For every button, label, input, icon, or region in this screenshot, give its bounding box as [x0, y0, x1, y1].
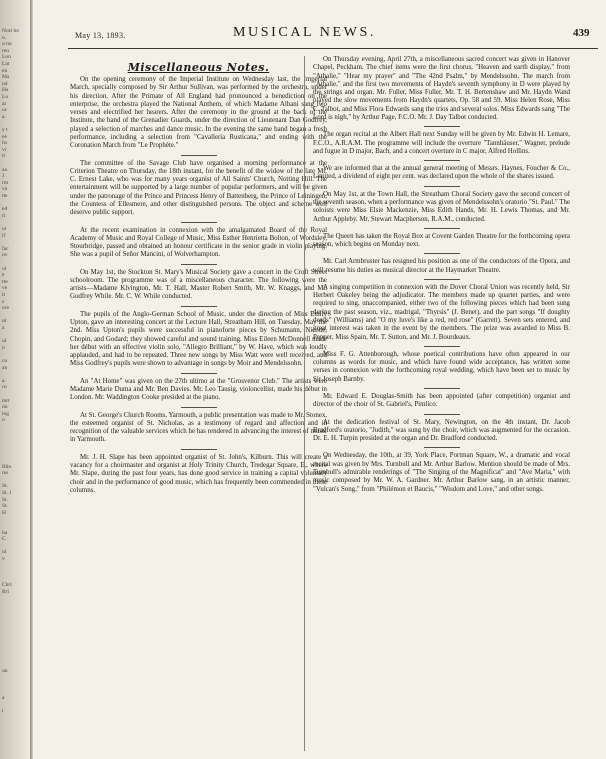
gutter-text-fragment: J — [2, 173, 5, 180]
gutter-text-fragment: y t — [2, 127, 8, 133]
gutter-text-fragment: co — [2, 358, 8, 364]
news-item: Mr. J. H. Slape has been appointed organist of St. John's, Kilburn. This will create a vacancy for a choirmaster and organist at Holy Trinity Church, Tredegar Square, E., where Mr. Slape, during the past four years, has done good service in training a capital voluntary choir and in the performance of good music, which has frequently been commended in these columns. — [70, 453, 327, 494]
news-item: The organ recital at the Albert Hall next Sunday will be given by Mr. Edwin H. Lemare, F.C.O., A.R.A.M. The programme will include the overture "Tannhäuser," Wagner, prelude and fugue in D major, Bach, and a concert overture in C major, Alfred Hollins. — [313, 131, 570, 155]
news-item: On Thursday evening, April 27th, a miscellaneous sacred concert was given in Hanover Chapel, Peckham. The chief items were the first chorus, "Heaven and earth display," from "Athalie," "Hear my prayer" and "The 42nd Psalm," by Mendelssohn. The march from "Athalie," and the first two movements of Haydn's seventh symphony in D were played by the strings and organ. Mr. Fuller, Miss Fuller, Mr. T. H. Bertenshaw and Mr. Haydn Wand played the slow movements from Haydn's quartets, Op. 58 and 59. Miss Helen Rose, Miss C. Talbot, and Miss Flora Edwards sang the trios and several solos. Miss Edwards sang "The Lord is nigh," by Arthur Page, F.C.O. Mr. J. Day Talbot conducted. — [313, 56, 570, 121]
gutter-text-fragment: ee — [2, 133, 7, 140]
gutter-text-fragment: ha — [2, 529, 8, 536]
gutter-text-fragment: ing — [2, 410, 10, 417]
news-item: The Queen has taken the Royal Box at Covent Garden Theatre for the forthcoming opera season, which begins on Monday next. — [313, 232, 570, 249]
binding-crease — [30, 0, 33, 759]
gutter-text-fragment: it — [2, 292, 6, 298]
gutter-text-fragment: C — [2, 536, 6, 543]
news-item: At St. George's Church Rooms, Yarmouth, a public presentation was made to Mr. Stonex, the esteemed organist of St. Nicholas, as a testimony of regard and affection and in recognition of the valuable services which he has rendered in advancing the interest of music in Yarmouth. — [70, 411, 327, 444]
gutter-text-fragment: ut — [2, 318, 7, 325]
gutter-text-fragment: un — [2, 668, 8, 675]
gutter-text-fragment: St. — [2, 503, 8, 510]
gutter-text-fragment: Lo — [2, 94, 9, 100]
news-item: An "At Home" was given on the 27th ultimo at the "Grosvenor Club." The artists were Madame Marie Duma and Mr. Ben Davies. Mr. Leo Tausig, violoncellist, made his début in London. Mr. Waddington Cooke presided at the piano. — [70, 377, 327, 402]
gutter-text-fragment: e — [2, 272, 5, 279]
news-item: On May 1st, at the Town Hall, the Streatham Choral Society gave the second concert of the seventh season, when a performance was given of Mendelssohn's oratorio "St. Paul." The soloists were Miss Elsie Mackenzie, Miss Edith Hands, Mr. H. Lewis Thomas, and Mr. Arthur Appleby. Mr. Stewart Macpherson, R.A.M., conducted. — [313, 190, 570, 223]
gutter-text-fragment: ore — [2, 305, 10, 312]
gutter-text-fragment: ti — [2, 153, 6, 160]
gutter-text-fragment: vr — [2, 146, 7, 153]
gutter-text-fragment: rm — [2, 179, 9, 186]
gutter-text-fragment: ru — [2, 384, 7, 391]
gutter-text-fragment: fac — [2, 245, 9, 252]
news-item: At the dedication festival of St. Mary, Newington, on the 4th instant, Dr. Jacob Bradford's oratorio, "Judith," was sung by the choir, which was augmented for the occasion. Dr. E. H. Turpin presided at the organ and Dr. Bradford conducted. — [313, 418, 570, 443]
paragraph-separator — [424, 447, 460, 448]
gutter-text-fragment: en — [2, 67, 8, 74]
running-head — [0, 25, 606, 47]
paragraph-separator — [424, 160, 460, 161]
gutter-text-fragment: ri — [2, 212, 6, 219]
publication-title: MUSICAL NEWS. — [233, 25, 376, 40]
paragraph-separator — [424, 228, 460, 229]
gutter-text-fragment: ol — [2, 265, 7, 272]
gutter-text-fragment: Illin — [2, 463, 12, 470]
gutter-text-fragment: rte — [2, 278, 8, 285]
gutter-text-fragment: an — [2, 166, 8, 173]
gutter-text-fragment: u. — [2, 34, 7, 41]
gutter-text-fragment: ren — [2, 47, 10, 54]
gutter-text-fragment: tte — [2, 193, 8, 199]
paragraph-separator — [181, 264, 217, 265]
gutter-text-fragment: an — [2, 364, 8, 371]
gutter-text-fragment: u nn — [2, 41, 12, 48]
gutter-text-fragment: on — [2, 404, 8, 411]
paragraph-separator — [181, 306, 217, 307]
paragraph-separator — [424, 126, 460, 127]
gutter-text-fragment: ur — [2, 226, 7, 232]
gutter-text-fragment: s — [2, 298, 5, 305]
news-item: The committee of the Savage Club have organised a morning performance at the Criterion Theatre on Thursday, the 18th instant, for the benefit of the widow of the late Mr. C. Ernest Lake, who was for many years organist of All Saints' Church, Notting Hill. The entertainment will be supported by a large number of popular performers, and will be given under the patronage of the Prince and Princess Henry of Battenberg, the Prince of Leiningen, the Countess of Ellesmere, and other distinguished persons. The object and scheme well deserve public support. — [70, 159, 327, 217]
gutter-text-fragment: Ha — [2, 87, 9, 94]
gutter-text-fragment: Chri — [2, 582, 12, 589]
news-item: The pupils of the Anglo-German School of Music, under the direction of Miss Emily Upton, gave an interesting concert at the Lecture Hall, Streatham Hill, on Tuesday, May the 2nd. Miss Upton's pupils were successful in pianoforte pieces by Schumann, Nicodé, Chopin, and Godard; they showed careful and sound training. Miss Eileen McDonnell made her début with an effective violin solo, "Allegro Brilliant," by W. Have, which was loudly applauded, and had to be repeated. Three new songs by Miss Watt were well received, and Miss Godfrey's pupils were shown to advantage in songs by Moir and Mendelssohn. — [70, 310, 327, 368]
news-item: Mr. Carl Armbruster has resigned his position as one of the conductors of the Opera, and will resume his duties as musical director at the Haymarket Theatre. — [313, 258, 570, 274]
news-item: On the opening ceremony of the Imperial Institute on Wednesday last, the Imperial March, specially composed by Sir Arthur Sullivan, was performed by the orchestra, under his direction. After the Primate of All England had pronounced a benediction on the enterprise, the orchestra played the National Anthem, of which Madame Albani sang two verses and electrified her hearers. After the ceremony in the ground at the back of the Institute, the band of the Grenadier Guards, under the direction of Lieutenant Dan Godfrey, played a selection of marches and dance music. In the evening the same band began a fresh performance, including a selection from "Cavalleria Rusticana," and ending with the Coronation March from "Le Prophète." — [70, 76, 327, 150]
paragraph-separator — [181, 449, 217, 450]
gutter-text-fragment: n — [2, 344, 5, 351]
gutter-text-fragment: Bri — [2, 589, 10, 595]
gutter-text-fragment: ed — [2, 206, 8, 213]
gutter-text-fragment: a. — [2, 377, 6, 384]
gutter-text-fragment: ov — [2, 252, 8, 259]
gutter-text-fragment: Lon — [2, 54, 11, 61]
gutter-text-fragment: o — [2, 417, 5, 424]
paragraph-separator — [424, 279, 460, 280]
paragraph-separator — [181, 373, 217, 374]
left-column — [70, 56, 327, 495]
gutter-text-fragment: Ma — [2, 74, 10, 81]
gutter-text-fragment: St. — [2, 483, 8, 490]
paragraph-separator — [181, 155, 217, 156]
header-rule — [68, 48, 598, 49]
news-item: On Wednesday, the 10th, at 39, York Place, Portman Square, W., a dramatic and vocal recital was given by Mrs. Turnbull and Mr. Arthur Barlow. Mention should be made of Mrs. Turnbull's admirable renderings of "The Singing of the Magnificat" and "Ave Maria," with music composed by Mr. W. A. Gardner. Mr. Arthur Barlow sang, in an artistic manner, "Vulcan's Song," from "Philémon et Baucis," "Wisdom and Love," and other songs. — [313, 452, 570, 493]
news-item: Miss F. G. Attenborough, whose poetical contributions have often appeared in our columns as words for music, and which have found wide acceptance, has written some verses in connexion with the forthcoming royal wedding, which have been set to music by Sir Joseph Barnby. — [313, 350, 570, 383]
issue-date: May 13, 1893. — [75, 31, 126, 40]
paragraph-separator — [424, 346, 460, 347]
gutter-text-fragment: a — [2, 325, 5, 331]
gutter-text-fragment: Lar — [2, 61, 10, 67]
gutter-text-fragment: ar — [2, 100, 7, 107]
gutter-text-fragment: mrt — [2, 397, 10, 404]
gutter-text-fragment: H — [2, 509, 6, 516]
paragraph-separator — [181, 407, 217, 408]
news-item: At the recent examination in connexion with the amalgamated Board of the Royal Academy of Music and Royal College of Music, Miss Esther Henrietta Bolton, of Wordsley, Stourbridge, passed and obtained an honour certificate in the senior grade in violin playing. She was a pupil of Señor Mancini, of Wolverhampton. — [70, 226, 327, 259]
section-heading: Miscellaneous Notes. — [127, 61, 270, 74]
paragraph-separator — [424, 253, 460, 254]
facing-page-gutter — [0, 0, 30, 759]
gutter-text-fragment: a. — [2, 113, 6, 120]
column-divider — [304, 56, 305, 751]
paragraph-separator — [424, 388, 460, 389]
news-item: On May 1st, the Stockton St. Mary's Musical Society gave a concert in the Croft Street schoolroom. The programme was of a miscellaneous character. The following were the artists—Madame Klvington, Mr. T. Hall, Master Robert Smith, Mr. W. Knaggs, and Mr. Godfrey While. Mr. C. W. While conducted. — [70, 268, 327, 301]
gutter-text-fragment: ul — [2, 549, 7, 556]
gutter-text-fragment: v — [2, 556, 5, 562]
gutter-text-fragment: i — [2, 707, 4, 714]
news-item: Mr. Edward E. Douglas-Smith has been appointed (after competition) organist and director of the choir of St. Gabriel's, Pimlico. — [313, 393, 570, 409]
gutter-text-fragment: ul — [2, 338, 7, 345]
gutter-text-fragment: uc — [2, 107, 8, 114]
paragraph-separator — [424, 414, 460, 415]
gutter-text-fragment: a — [2, 694, 5, 701]
gutter-text-fragment: res — [2, 470, 9, 477]
right-column — [313, 56, 570, 494]
gutter-text-fragment: Nort bo — [2, 28, 19, 34]
gutter-text-fragment: ll' — [2, 232, 7, 239]
gutter-text-fragment: St. J — [2, 490, 12, 496]
paragraph-separator — [424, 186, 460, 187]
gutter-text-fragment: nd — [2, 80, 8, 87]
gutter-text-fragment: St. — [2, 496, 8, 503]
gutter-text-fragment: va — [2, 186, 8, 193]
page-number: 439 — [573, 27, 590, 39]
paragraph-separator — [181, 222, 217, 223]
news-item: We are informed that at the annual general meeting of Messrs. Haynes, Foucher & Co., Limited, a dividend of eight per cent. was declared upon the whole of the shares issued. — [313, 165, 570, 181]
gutter-text-fragment: ve — [2, 285, 8, 292]
gutter-text-fragment: iw — [2, 140, 8, 147]
news-item: A singing competition in connexion with the Dover Choral Union was recently held, Sir Herbert Oakeley being the adjudicator. The members made up quartet parties, and were required to sing, unaccompanied, either two of the following pieces which had been sung during the past season, viz., madrigal, "Thyrsis" (J. Benet), and the part songs "If doughty deeds" (Williams) and "O my luve's like a red, red rose" (Garrett). Seven sets entered, and great interest was taken in the event by the members. The prize was awarded to Miss B. Pepper, Miss Spain, Mr. T. Sutton, and Mr. J. Bourdeaux. — [313, 283, 570, 341]
